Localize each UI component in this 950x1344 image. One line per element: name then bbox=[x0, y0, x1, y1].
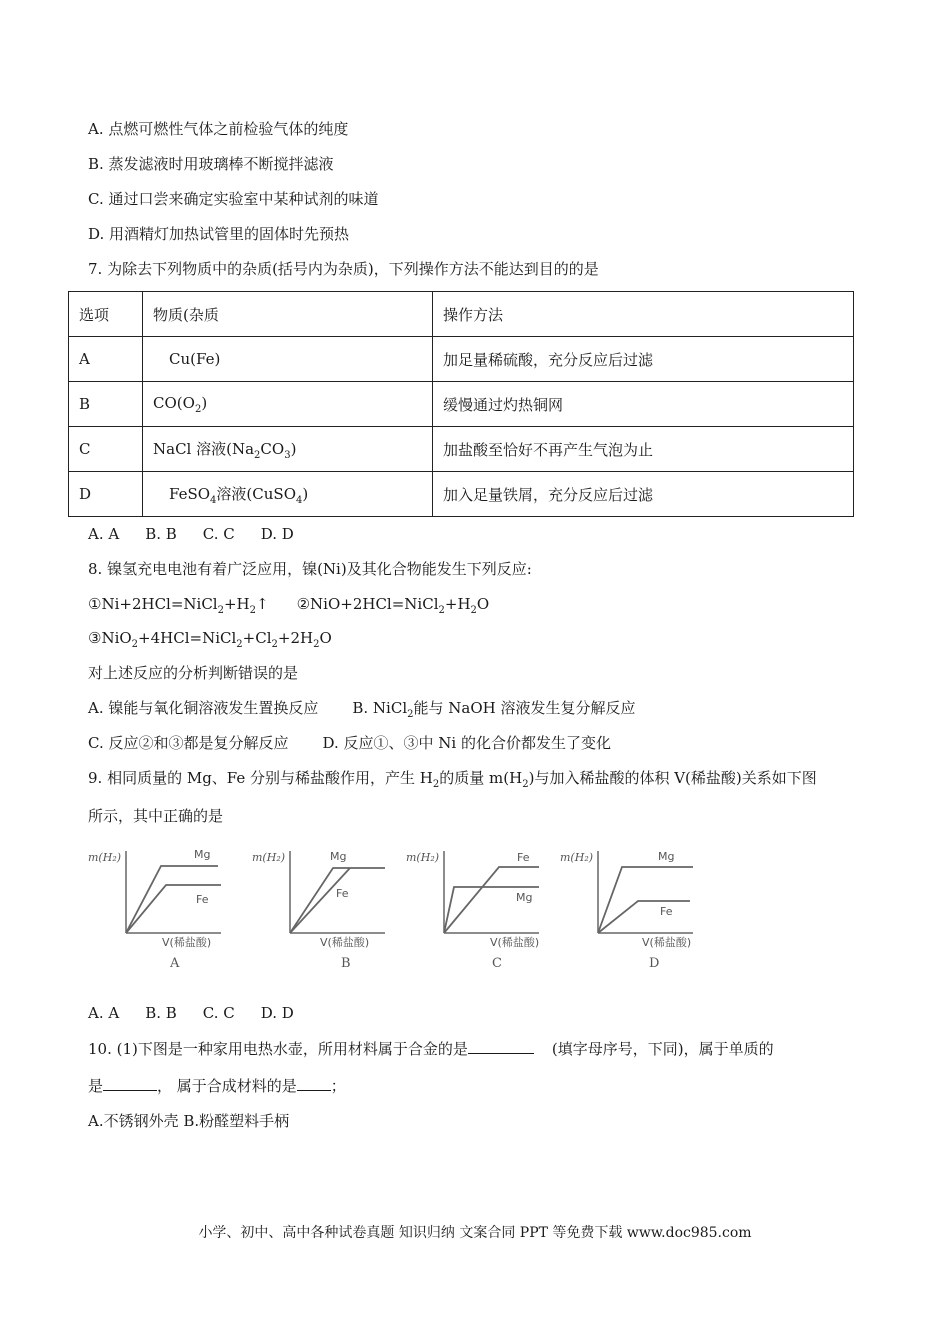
svg-text:Mg: Mg bbox=[194, 848, 211, 861]
graph-b bbox=[250, 843, 385, 971]
svg-text:Mg: Mg bbox=[516, 891, 533, 904]
row-option: C bbox=[69, 427, 143, 472]
svg-text:B: B bbox=[341, 956, 351, 971]
q9-answers bbox=[88, 1003, 320, 1023]
q6-option-d: D. 用酒精灯加热试管里的固体时先预热 bbox=[88, 225, 350, 243]
svg-text:Fe: Fe bbox=[517, 851, 530, 864]
header-substance: 物质(杂质 bbox=[143, 292, 433, 337]
q8-option-d: D. 反应①、③中 Ni 的化合价都发生了变化 bbox=[322, 734, 611, 752]
header-option: 选项 bbox=[69, 292, 143, 337]
table-row bbox=[69, 382, 854, 427]
svg-text:Fe: Fe bbox=[196, 893, 209, 906]
row-option: A bbox=[69, 337, 143, 382]
q8-option-a: A. 镍能与氧化铜溶液发生置换反应 bbox=[88, 699, 319, 717]
graph-d bbox=[558, 843, 693, 971]
answer-a: A. A bbox=[88, 525, 120, 543]
q10-line2: 是 ， 属于合成材料的是 ； bbox=[88, 1077, 346, 1095]
table-header-row bbox=[69, 292, 854, 337]
graph-a bbox=[86, 843, 221, 971]
synthetic-blank[interactable] bbox=[297, 1076, 331, 1091]
graph-ylabel: m(H₂) bbox=[88, 851, 122, 864]
svg-text:V(稀盐酸): V(稀盐酸) bbox=[490, 936, 539, 949]
q8-options-ab bbox=[88, 698, 636, 725]
answer-b: B. B bbox=[145, 525, 177, 543]
q9-stem-line2: 所示，其中正确的是 bbox=[88, 807, 224, 825]
table-row bbox=[69, 427, 854, 472]
table-row bbox=[69, 472, 854, 517]
row-option: B bbox=[69, 382, 143, 427]
q6-option-a: A. 点燃可燃性气体之前检验气体的纯度 bbox=[88, 120, 349, 138]
q8-stem: 8. 镍氢充电电池有着广泛应用，镍(Ni)及其化合物能发生下列反应: bbox=[88, 560, 532, 578]
row-substance: NaCl 溶液$(Na_2CO_3)$ bbox=[143, 427, 433, 472]
row-substance: Cu(Fe) bbox=[143, 337, 433, 382]
svg-text:m(H₂): m(H₂) bbox=[252, 851, 286, 864]
row-substance: $CO(O_2)$ bbox=[143, 382, 433, 427]
row-method: 加入足量铁屑，充分反应后过滤 bbox=[433, 472, 854, 517]
q8-options-cd bbox=[88, 733, 611, 753]
svg-text:D: D bbox=[649, 956, 660, 971]
header-method: 操作方法 bbox=[433, 292, 854, 337]
row-option: D bbox=[69, 472, 143, 517]
q9-stem-line1: 9. 相同质量的 Mg、Fe 分别与稀盐酸作用，产生 $H_2$的质量 $m(H_2)$与加入稀盐酸的体积 V(稀盐酸)关系如下图 bbox=[88, 769, 817, 790]
page-footer: 小学、初中、高中各种试卷真题 知识归纳 文案合同 PPT 等免费下载 www.doc985.com bbox=[198, 1225, 752, 1241]
svg-text:Fe: Fe bbox=[336, 887, 349, 900]
table-row bbox=[69, 337, 854, 382]
answer-d: D. D bbox=[260, 1004, 294, 1022]
alloy-blank[interactable] bbox=[468, 1039, 534, 1054]
svg-text:Mg: Mg bbox=[658, 850, 675, 863]
svg-text:V(稀盐酸): V(稀盐酸) bbox=[642, 936, 692, 949]
answer-b: B. B bbox=[145, 1004, 177, 1022]
svg-text:Fe: Fe bbox=[660, 905, 673, 918]
row-method: 加盐酸至恰好不再产生气泡为止 bbox=[433, 427, 854, 472]
element-blank[interactable] bbox=[103, 1076, 157, 1091]
q10-line1: 10. (1)下图是一种家用电热水壶，所用材料属于合金的是 (填字母序号，下同)，属于单质的 bbox=[88, 1040, 774, 1058]
graph-xlabel: V(稀盐酸) bbox=[162, 936, 212, 949]
q8-reactions-1-2: $①Ni+2HCl=NiCl_2+H_2↑$ $②NiO+2HCl=NiCl_2+H_2O$ bbox=[88, 595, 490, 616]
answer-c: C. C bbox=[202, 1004, 235, 1022]
graph-c bbox=[404, 843, 539, 971]
row-method: 加足量稀硫酸，充分反应后过滤 bbox=[433, 337, 854, 382]
svg-text:m(H₂): m(H₂) bbox=[406, 851, 440, 864]
q7-answers bbox=[88, 524, 320, 544]
row-method: 缓慢通过灼热铜网 bbox=[433, 382, 854, 427]
answer-c: C. C bbox=[202, 525, 235, 543]
q7-stem: 7. 为除去下列物质中的杂质(括号内为杂质)，下列操作方法不能达到目的的是 bbox=[88, 260, 599, 278]
row-substance: FeSO$_4$溶液(CuSO$_4$) bbox=[143, 472, 433, 517]
svg-text:Mg: Mg bbox=[330, 850, 347, 863]
graph-letter: A bbox=[170, 956, 180, 971]
q7-table bbox=[68, 291, 854, 517]
svg-text:V(稀盐酸): V(稀盐酸) bbox=[320, 936, 370, 949]
answer-d: D. D bbox=[260, 525, 294, 543]
q10-options: A.不锈钢外壳 B.粉醛塑料手柄 bbox=[88, 1112, 290, 1130]
answer-a: A. A bbox=[88, 1004, 120, 1022]
svg-text:C: C bbox=[492, 956, 502, 971]
q6-option-c: C. 通过口尝来确定实验室中某种试剂的味道 bbox=[88, 190, 379, 208]
q8-reaction-3: $③NiO_2+4HCl=NiCl_2+Cl_2+2H_2O$ bbox=[88, 629, 332, 650]
q8-option-b: B. NiCl$_2$能与 NaOH 溶液发生复分解反应 bbox=[352, 699, 636, 720]
q8-prompt: 对上述反应的分析判断错误的是 bbox=[88, 664, 299, 682]
svg-text:m(H₂): m(H₂) bbox=[560, 851, 594, 864]
q6-option-b: B. 蒸发滤液时用玻璃棒不断搅拌滤液 bbox=[88, 155, 334, 173]
q8-option-c: C. 反应②和③都是复分解反应 bbox=[88, 734, 289, 752]
